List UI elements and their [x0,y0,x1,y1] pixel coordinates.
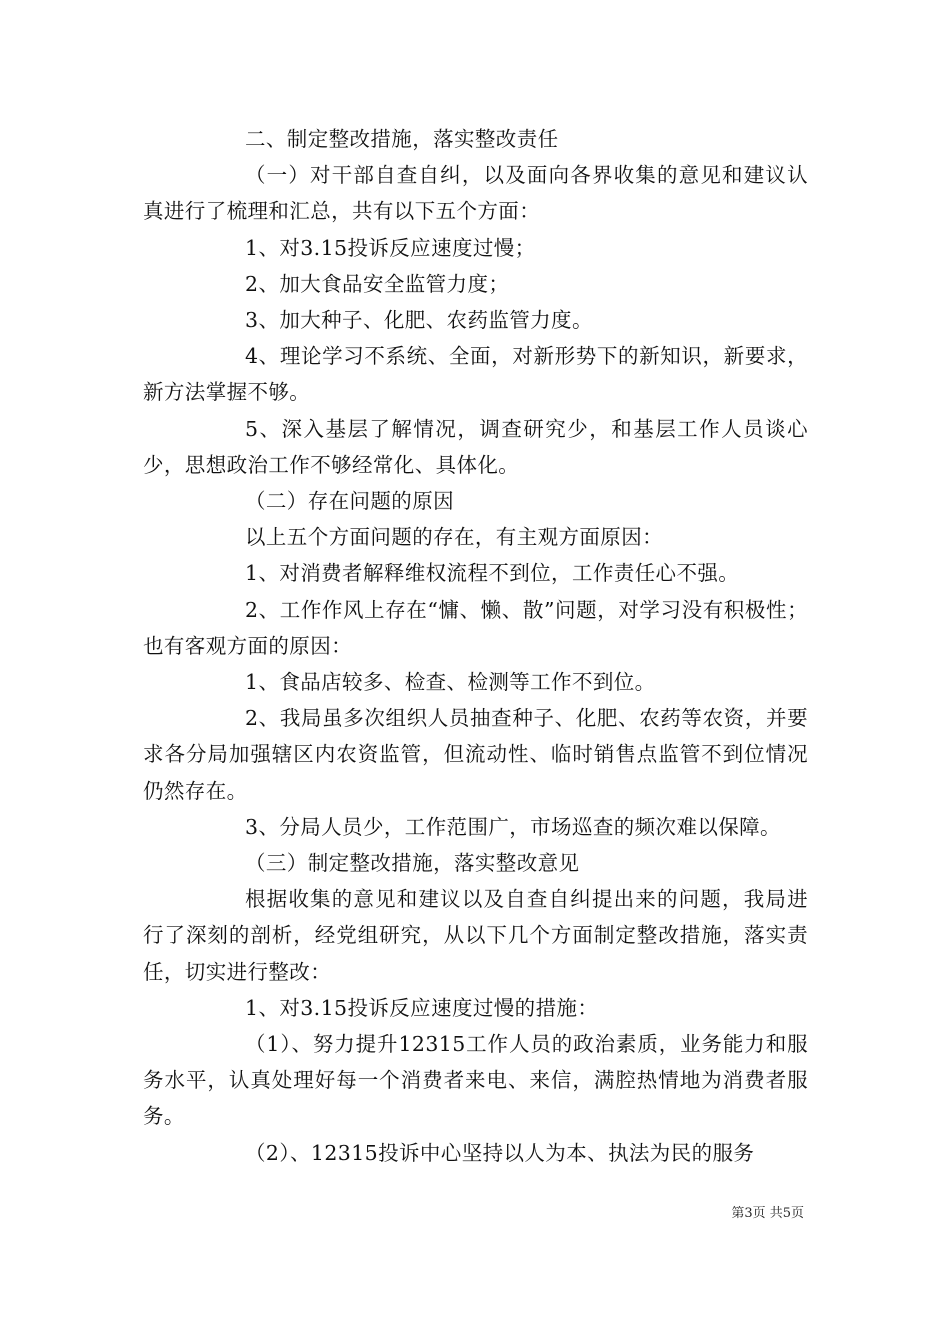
list-item-1: 1、对3.15投诉反应速度过慢； [245,235,536,260]
list-item-4: 4、理论学习不系统、全面，对新形势下的新知识，新要求，新方法掌握不够。 [143,344,808,405]
page-number: 第3页 共5页 [731,1206,804,1221]
objective-cause-item-2: 2、我局虽多次组织人员抽查种子、化肥、农药等农资，并要求各分局加强辖区内农资监管，但流动性、临时销售点监管不到位情况仍然存在。 [143,706,808,803]
measure-item-1: 1、对3.15投诉反应速度过慢的措施： [245,995,599,1020]
subsection-heading-3: （三）制定整改措施，落实整改意见 [245,851,580,876]
subsection-heading-2: （二）存在问题的原因 [245,489,454,514]
paragraph-subsection-1: （一）对干部自查自纠，以及面向各界收集的意见和建议认真进行了梳理和汇总，共有以下五个方面： [143,163,808,224]
paragraph-rectification-intro: 根据收集的意见和建议以及自查自纠提出来的问题，我局进行了深刻的剖析，经党组研究，从以下几个方面制定整改措施，落实责任，切实进行整改： [143,887,808,984]
paragraph-subjective-causes: 以上五个方面问题的存在，有主观方面原因： [245,525,663,550]
measure-subitem-1: （1）、努力提升12315工作人员的政治素质，业务能力和服务水平，认真处理好每一个消费者来电、来信，满腔热情地为消费者服务。 [143,1032,808,1129]
measure-subitem-2: （2）、12315投诉中心坚持以人为本、执法为民的服务 [245,1140,755,1165]
objective-cause-item-1: 1、食品店较多、检查、检测等工作不到位。 [245,670,656,695]
list-item-5: 5、深入基层了解情况，调查研究少，和基层工作人员谈心少，思想政治工作不够经常化、具体化。 [143,416,808,477]
section-heading-2: 二、制定整改措施，落实整改责任 [245,127,559,151]
document-body [143,121,808,1171]
list-item-2: 2、加大食品安全监管力度； [245,271,510,296]
list-item-3: 3、加大种子、化肥、农药监管力度。 [245,308,593,333]
objective-cause-item-3: 3、分局人员少，工作范围广，市场巡查的频次难以保障。 [245,814,781,839]
cause-item-2: 2、工作作风上存在“慵、懒、散”问题，对学习没有积极性；也有客观方面的原因： [143,597,808,658]
cause-item-1: 1、对消费者解释维权流程不到位，工作责任心不强。 [245,561,740,586]
